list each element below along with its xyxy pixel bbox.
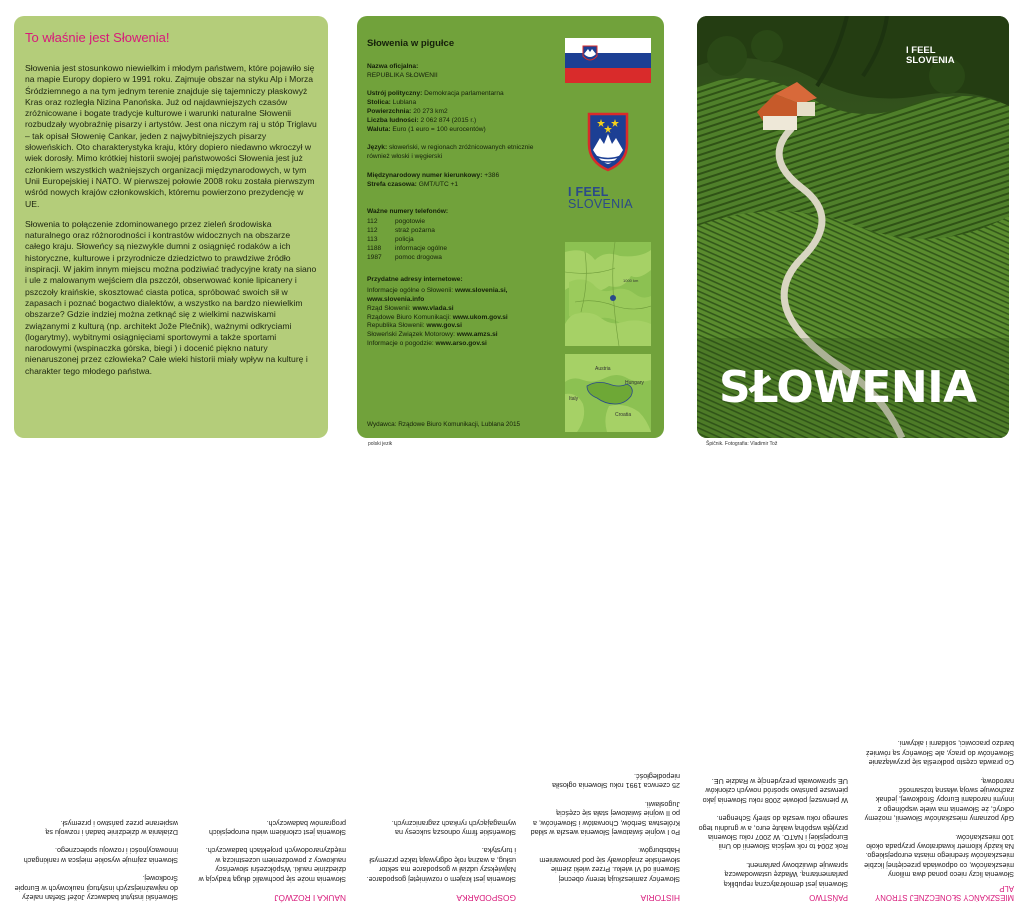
address-row	[367, 322, 555, 331]
back-column-6: Słoweński instytut badawczy Jožef Stefan należy do najważniejszych instytucji naukowych w Europie Środkowej. Słowenia zajmuje wysokie miejsca w rankingach innowacyjności i rozwoju społecznego. Działania w dziedzinie badań i rozwoju są wspierane przez państwo i przemysł.	[14, 818, 178, 902]
map-label-italy: Italy	[569, 396, 579, 402]
language-value: słoweński, w regionach zróżnicowanych etnicznie również włoski i węgierski	[367, 144, 534, 161]
phone-service: informacje ogólne	[395, 244, 448, 252]
address-label: Informacje ogólne o Słowenii:	[367, 287, 455, 295]
address-link[interactable]: www.gov.si	[426, 322, 462, 330]
europe-map-icon	[565, 242, 651, 346]
phones-list	[367, 218, 555, 262]
phone-service: policja	[395, 235, 414, 243]
back-column-2: PAŃSTWO Słowenia jest demokratyczną republiką parlamentarną. Władzę ustawodawczą sprawuje dwuizbowy parlament. Rok 2004 to rok wejścia Słowenii do Unii Europejskiej i NATO. W 2007 roku Słowenia przyjęła wspólną walutę euro, a w grudniu tego samego roku weszła do strefy Schengen. W pierwszej połowie 2008 roku Słowenia jako pierwsze państwo spośród nowych członków UE sprawowała prezydencję w Radzie UE.	[698, 776, 848, 902]
official-name: REPUBLIKA SŁOWENII	[367, 71, 438, 79]
phone-service: pomoc drogowa	[395, 253, 442, 261]
phone-number: 1188	[367, 244, 382, 252]
phones-block	[367, 208, 555, 263]
dial-label: Międzynarodowy numer kierunkowy:	[367, 171, 483, 179]
brand-slovenia: SLOVENIA	[568, 197, 633, 211]
address-row	[367, 314, 555, 323]
facts-title: Słowenia w pigułce	[367, 38, 455, 49]
address-link[interactable]: www.ukom.gov.si	[452, 313, 508, 321]
capital-label: Stolica:	[367, 99, 391, 107]
language-caption: polski jezik	[368, 441, 393, 447]
population-value: 2 062 874 (2015 r.)	[420, 116, 477, 124]
address-row	[367, 331, 555, 340]
address-row	[367, 287, 555, 296]
map-label-hungary: Hungary	[625, 380, 644, 386]
back-column-3: HISTORIA Słoweńcy zamieszkują tereny obecnej Słowenii od VI wieku. Przez wieki ziemie słoweńskie znajdowały się pod panowaniem Habsburgów. Po I wojnie światowej Słowenia weszła w skład Królestwa Serbów, Chorwatów i Słoweńców, a po II wojnie światowej stała się częścią Jugosławii. 25 czerwca 1991 roku Słowenia ogłosiła niepodległość.	[530, 771, 680, 903]
currency-value: Euro (1 euro = 100 eurocentów)	[392, 125, 486, 133]
back-column-4: GOSPODARKA Słowenia jest krajem o rozwiniętej gospodarce. Największy udział w gospodarce ma sektor usług, a ważną rolę odgrywają także przemysł i turystyka. Słoweńskie firmy odnoszą sukcesy na wymagających rynkach zagranicznych.	[366, 818, 516, 903]
cover-photo-panel	[697, 16, 1009, 438]
phone-row	[367, 254, 555, 263]
address-row	[367, 305, 555, 314]
dial-value: +386	[484, 171, 500, 179]
slovenia-flag-icon	[565, 38, 651, 83]
phone-number: 112	[367, 218, 378, 226]
phone-row	[367, 218, 555, 227]
addresses-list	[367, 287, 555, 349]
facts-panel	[357, 16, 664, 438]
photo-caption: Špičnik. Fotografia: Vladimir Tož	[706, 441, 778, 447]
cover-title: SŁOWENIA	[719, 362, 977, 413]
system-value: Demokracja parlamentarna	[424, 90, 504, 98]
phone-service: pogotowie	[395, 218, 426, 226]
phone-row	[367, 227, 555, 236]
area-label: Powierzchnia:	[367, 107, 412, 115]
addresses-block	[367, 276, 555, 348]
intro-paragraph-1: Słowenia jest stosunkowo niewielkim i młodym państwem, które pojawiło się na mapie Europy dopiero w 1991 roku. Zajmuje obszar na styku Alp i Morza Śródziemnego a na tym jednym terenie znajduje się tajemniczy płaskowyż Kras oraz rozległa Nizina Panońska. Już od najdawniejszych czasów zróżnicowane i bogate tradycje kulturowe i warunki naturalne Słowenii rozbudzały wyobraźnię pisarzy i artystów. Jest ona niczym raj u stóp Triglavu – tak opisał Słowenię Cankar, jeden z najwybitniejszych pisarzy słoweńskich. Oto charakterystyka kraju, który dopiero niedawno wkroczył w wiek dorosły. Mimo krótkiej historii swojej państwowości Słowenia jest już członkiem wszystkich ważniejszych organizacji międzynarodowych, w tym Unii Europejskiej i NATO. W pierwszej połowie 2008 roku została pierwszym wśród nowych krajów członkowskich, któremu powierzono prezydencję w UE.	[25, 63, 317, 209]
tz-label: Strefa czasowa:	[367, 180, 417, 188]
address-label: Informacje o pogodzie:	[367, 339, 436, 347]
currency-label: Waluta:	[367, 125, 391, 133]
publisher-line: Wydawca: Rządowe Biuro Komunikacji, Lublana 2015	[367, 421, 521, 428]
addresses-title: Przydatne adresy internetowe:	[367, 276, 463, 284]
map-label-croatia: Croatia	[615, 412, 632, 418]
area-value: 20 273 km2	[413, 107, 448, 115]
i-feel-slovenia-logo: I FEEL SLOVENIA	[568, 186, 664, 210]
address-row	[367, 296, 555, 305]
capital-value: Lublana	[392, 99, 417, 107]
intro-paragraph-2: Słowenia to połączenie zdominowanego przez zieleń środowiska naturalnego oraz różnorodności i kontrastów widocznych na obszarze całego kraju. Słoweńcy są niezwykle dumni z osiągnięć rodaków a ich historyczne, kulturowe i przyrodnicze dziedzictwo to prawdziwe źródło inspiracji. W jakim innym miejscu można podziwiać tradycyjne kraty na siano i ule z malowanym wejściem dla pszczół, obserwować konie lipicanery i pszczoły kraińskie, skosztować ciasta potica, spróbować swoich sił w zapasach i poznać bogactwo dialektów, a wszystko na bardzo niewielkim obszarze? Gdzie indziej można zetknąć się z wielkimi nazwiskami związanymi z kulturą (np. architekt Jože Plečnik), ważnymi odkryciami (logarytmy), wybitnymi osiągnięciami sportowymi a także sportami narodowymi (wspinaczka górska, biegi ) i docenić piękno natury nienaruszonej przez człowieka? Całe wieki historii miały wpływ na kulturę i charakter tego młodego państwa.	[25, 218, 317, 376]
region-map-icon	[565, 354, 651, 432]
official-name-label: Nazwa oficjalna:	[367, 62, 419, 70]
phone-service: straż pożarna	[395, 227, 435, 235]
address-label: Republika Słowenii:	[367, 322, 427, 330]
phone-row	[367, 236, 555, 245]
coat-of-arms-icon	[587, 112, 629, 172]
address-label: Rząd Słowenii:	[367, 304, 413, 312]
address-label: Słoweński Związek Motorowy:	[367, 331, 457, 339]
intro-heading: To właśnie jest Słowenia!	[25, 30, 170, 45]
address-link[interactable]: www.amzs.si	[456, 331, 498, 339]
language-label: Język:	[367, 144, 388, 152]
phone-number: 112	[367, 227, 378, 235]
back-column-1: MIESZKAŃCY SŁONECZNEJ STRONY ALP Słowenia liczy nieco ponad dwa miliony mieszkańców, co odpowiada przeciętnej liczbie mieszkańców średniego miasta europejskiego. Na każdy kilometr kwadratowy przypada około 100 mieszkańców. Gdy poznamy mieszkańców Słowenii, możemy odkryć, że Słowenia ma wiele wspólnego z innymi narodami Europy Środkowej, jednak zachowuje swoją własną tożsamość narodową. Co prawda często podkreśla się przywiązanie Słoweńców do pracy, ale Słoweńcy są również bardzo pracowici, solidarni i aktywni.	[864, 739, 1014, 902]
system-label: Ustrój polityczny:	[367, 90, 423, 98]
phone-number: 1987	[367, 253, 382, 261]
address-label: Rządowe Biuro Komunikacji:	[367, 313, 453, 321]
i-feel-slovenia-logo-cover: I FEEL SLOVENIA	[906, 45, 955, 66]
key-facts-block	[367, 90, 555, 134]
svg-text:1000 km: 1000 km	[623, 278, 639, 283]
address-link[interactable]: www.slovenia.si,	[454, 287, 508, 295]
language-block	[367, 144, 555, 162]
tz-value: GMT/UTC +1	[418, 180, 459, 188]
facts-text	[367, 40, 555, 359]
official-name-block	[367, 63, 555, 81]
address-link[interactable]: www.arso.gov.si	[435, 339, 487, 347]
phone-row	[367, 245, 555, 254]
intro-panel	[14, 16, 328, 438]
back-column-5: NAUKA I ROZWÓJ Słowenia może się pochwalić długą tradycją w dziedzinie nauki. Współcześni słoweńscy naukowcy z powodzeniem uczestniczą w międzynarodowych projektach badawczych. Słowenia jest członkiem wielu europejskich programów badawczych.	[198, 818, 346, 903]
address-link[interactable]: www.vlada.si	[412, 304, 454, 312]
population-label: Liczba ludności:	[367, 116, 419, 124]
phones-title: Ważne numery telefonów:	[367, 207, 449, 215]
phone-number: 113	[367, 235, 378, 243]
address-link[interactable]: www.slovenia.info	[367, 295, 425, 303]
address-row	[367, 340, 555, 349]
dial-block	[367, 172, 555, 190]
map-label-austria: Austria	[595, 366, 611, 372]
